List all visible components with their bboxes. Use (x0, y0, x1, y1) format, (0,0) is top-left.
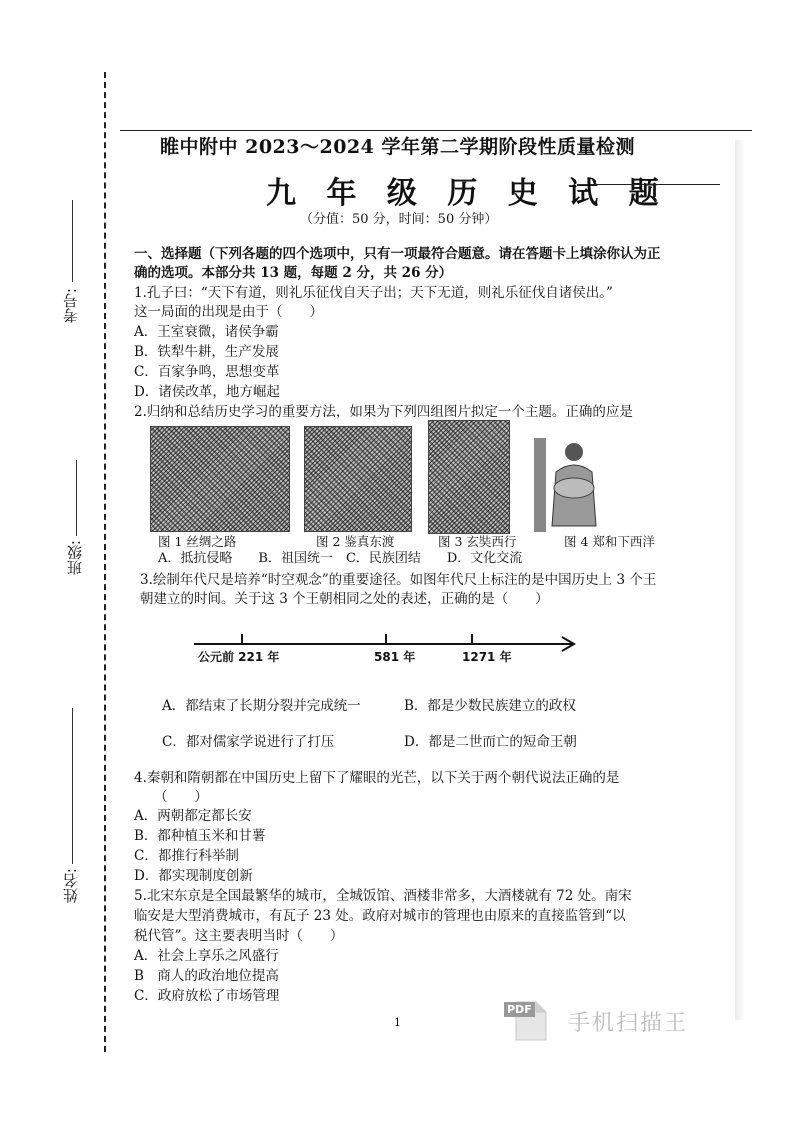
figure-3-image (428, 420, 510, 534)
binding-dashed-line (104, 72, 106, 1052)
q4-option-c: C．都推行科举制 (134, 848, 239, 864)
q3-stem-line2: 朝建立的时间。关于这 3 个王朝相同之处的表述，正确的是（ ） (140, 591, 549, 607)
page-number: 1 (394, 1016, 401, 1029)
figure-4-image (534, 438, 604, 532)
q4-stem-line1: 4.秦朝和隋朝都在中国历史上留下了耀眼的光芒，以下关于两个朝代说法正确的是 (134, 770, 620, 786)
class-label: 班级: (66, 540, 84, 576)
section-heading-line1: 一、选择题（下列各题的四个选项中，只有一项最符合题意。请在答题卡上填涂你认为正 (134, 246, 661, 262)
title-right-rule (594, 184, 720, 185)
q5-stem-line1: 5.北宋东京是全国最繁华的城市，全城饭馆、酒楼非常多，大酒楼就有 72 处。南宋 (134, 888, 632, 904)
scan-edge-shadow (735, 140, 745, 1020)
school-title: 睢中附中 2023～2024 学年第二学期阶段性质量检测 (160, 136, 635, 158)
timeline-label-581: 581 年 (374, 650, 416, 664)
figure-2-caption: 图 2 鉴真东渡 (316, 534, 395, 549)
q3-option-c: C．都对儒家学说进行了打压 (162, 734, 335, 750)
name-line (72, 708, 73, 864)
q3-option-a: A．都结束了长期分裂并完成统一 (162, 698, 361, 714)
q1-option-a: A．王室衰微，诸侯争霸 (134, 324, 279, 340)
name-label: 姓名: (62, 868, 80, 904)
figure-1-image (150, 426, 290, 532)
q2-options: A．抵抗侵略 B．祖国统一 C．民族团结 D．文化交流 (158, 551, 523, 566)
q1-option-c: C．百家争鸣，思想变革 (134, 364, 280, 380)
q1-option-b: B．铁犁牛耕，生产发展 (134, 344, 279, 360)
q4-option-d: D．都实现制度创新 (134, 868, 253, 884)
q1-stem-line1: 1.孔子曰：“天下有道，则礼乐征伐自天子出；天下无道，则礼乐征伐自诸侯出。” (134, 285, 613, 301)
q5-option-b: B 商人的政治地位提高 (134, 968, 279, 984)
q4-stem-line2: （ ） (154, 789, 208, 805)
timeline-label-1271: 1271 年 (462, 650, 512, 664)
class-line (76, 460, 77, 536)
q5-stem-line3: 税代管”。这主要表明当时（ ） (134, 928, 344, 944)
timeline-label-221bc: 公元前 221 年 (198, 650, 280, 664)
figure-1-caption: 图 1 丝绸之路 (158, 534, 237, 549)
exam-number-line (72, 200, 73, 282)
figure-3-caption: 图 3 玄奘西行 (438, 534, 517, 549)
figure-2-image (304, 426, 412, 532)
q3-option-d: D．都是二世而亡的短命王朝 (404, 734, 577, 750)
q5-option-c: C．政府放松了市场管理 (134, 988, 280, 1004)
exam-title: 九 年 级 历 史 试 题 (266, 176, 669, 211)
q3-option-b: B．都是少数民族建立的政权 (404, 698, 576, 714)
q1-stem-line2: 这一局面的出现是由于（ ） (134, 304, 323, 320)
q1-option-d: D．诸侯改革，地方崛起 (134, 384, 280, 400)
q4-option-a: A．两朝都定都长安 (134, 808, 252, 824)
q5-stem-line2: 临安是大型消费城市，有瓦子 23 处。政府对城市的管理也由原来的直接监管到“以 (134, 908, 626, 924)
figure-4-caption: 图 4 郑和下西洋 (564, 534, 655, 549)
header-rule (120, 130, 752, 131)
q2-stem: 2.归纳和总结历史学习的重要方法，如果为下列四组图片拟定一个主题。正确的应是 (134, 404, 633, 420)
exam-number-label: 考号: (62, 288, 80, 324)
section-heading-line2: 确的选项。本部分共 13 题，每题 2 分，共 26 分） (134, 265, 453, 281)
q3-stem-line1: 3.绘制年代尺是培养“时空观念”的重要途径。如图年代尺上标注的是中国历史上 3 个王 (140, 572, 657, 588)
watermark-pdf-badge: PDF (504, 1002, 535, 1017)
score-info: （分值：50 分，时间：50 分钟） (300, 212, 498, 227)
q4-option-b: B．都种植玉米和甘薯 (134, 828, 266, 844)
watermark-text: 手机扫描王 (568, 1011, 689, 1036)
q5-option-a: A．社会上享乐之风盛行 (134, 948, 279, 964)
